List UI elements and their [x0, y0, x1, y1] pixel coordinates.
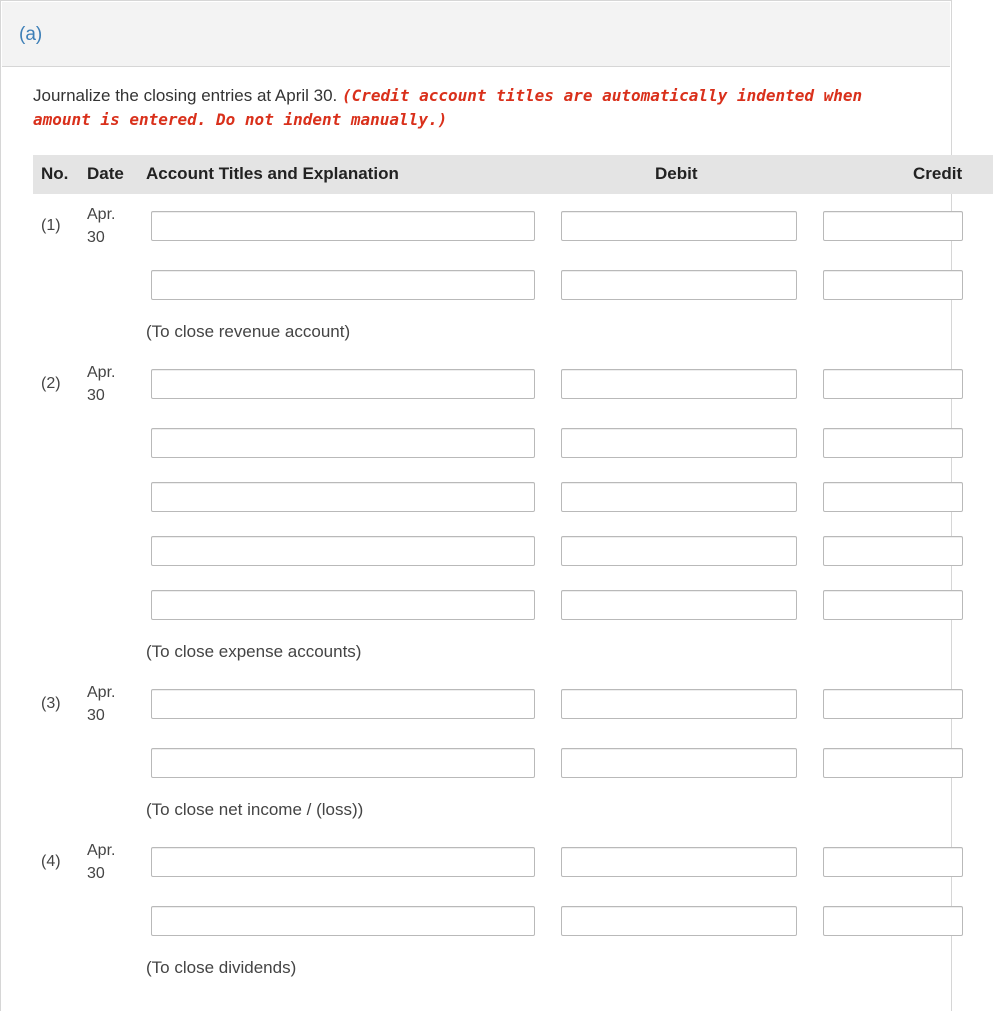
entry-no: (1) — [41, 217, 61, 234]
credit-input[interactable] — [823, 847, 963, 877]
date-day: 30 — [87, 865, 105, 882]
entry-date — [87, 361, 115, 407]
col-account: Account Titles and Explanation — [146, 164, 399, 183]
credit-input[interactable] — [823, 590, 963, 620]
debit-input[interactable] — [561, 906, 797, 936]
credit-input[interactable] — [823, 369, 963, 399]
debit-input[interactable] — [561, 689, 797, 719]
instruction-text: Journalize the closing entries at April 30. — [33, 86, 343, 105]
entry-explanation: (To close net income / (loss)) — [146, 800, 364, 819]
entry-explanation: (To close dividends) — [146, 958, 297, 977]
credit-input[interactable] — [823, 906, 963, 936]
debit-input[interactable] — [561, 369, 797, 399]
account-title-input[interactable] — [151, 748, 535, 778]
entry-no: (2) — [41, 375, 61, 392]
date-month: Apr. — [87, 206, 116, 223]
account-title-input[interactable] — [151, 689, 535, 719]
date-day: 30 — [87, 387, 105, 404]
debit-input[interactable] — [561, 270, 797, 300]
debit-input[interactable] — [561, 748, 797, 778]
account-title-input[interactable] — [151, 211, 535, 241]
journal-table — [33, 155, 963, 1012]
account-title-input[interactable] — [151, 906, 535, 936]
credit-input[interactable] — [823, 748, 963, 778]
debit-input[interactable] — [561, 482, 797, 512]
entry-explanation: (To close revenue account) — [146, 322, 351, 341]
part-header — [2, 2, 950, 67]
entry-date — [87, 203, 115, 249]
debit-input[interactable] — [561, 211, 797, 241]
col-no: No. — [41, 164, 69, 183]
account-title-input[interactable] — [151, 369, 535, 399]
entry-date — [87, 839, 115, 885]
entry-no: (3) — [41, 695, 61, 712]
debit-input[interactable] — [561, 536, 797, 566]
instructions — [33, 84, 873, 132]
date-month: Apr. — [87, 364, 116, 381]
account-title-input[interactable] — [151, 536, 535, 566]
credit-input[interactable] — [823, 482, 963, 512]
account-title-input[interactable] — [151, 847, 535, 877]
debit-input[interactable] — [561, 428, 797, 458]
table-header — [33, 155, 993, 194]
col-credit: Credit — [913, 164, 963, 183]
col-date: Date — [87, 164, 124, 183]
date-day: 30 — [87, 229, 105, 246]
credit-input[interactable] — [823, 536, 963, 566]
entry-no: (4) — [41, 853, 61, 870]
account-title-input[interactable] — [151, 590, 535, 620]
credit-input[interactable] — [823, 211, 963, 241]
entry-date — [87, 681, 115, 727]
entry-explanation: (To close expense accounts) — [146, 642, 362, 661]
date-day: 30 — [87, 707, 105, 724]
part-label: (a) — [19, 24, 43, 45]
date-month: Apr. — [87, 842, 116, 859]
credit-input[interactable] — [823, 270, 963, 300]
instruction-note: (Credit account titles are automatically indented when amount is entered. Do not indent manually.) — [33, 86, 863, 129]
debit-input[interactable] — [561, 847, 797, 877]
debit-input[interactable] — [561, 590, 797, 620]
account-title-input[interactable] — [151, 482, 535, 512]
account-title-input[interactable] — [151, 428, 535, 458]
credit-input[interactable] — [823, 428, 963, 458]
account-title-input[interactable] — [151, 270, 535, 300]
credit-input[interactable] — [823, 689, 963, 719]
date-month: Apr. — [87, 684, 116, 701]
col-debit: Debit — [655, 164, 698, 183]
